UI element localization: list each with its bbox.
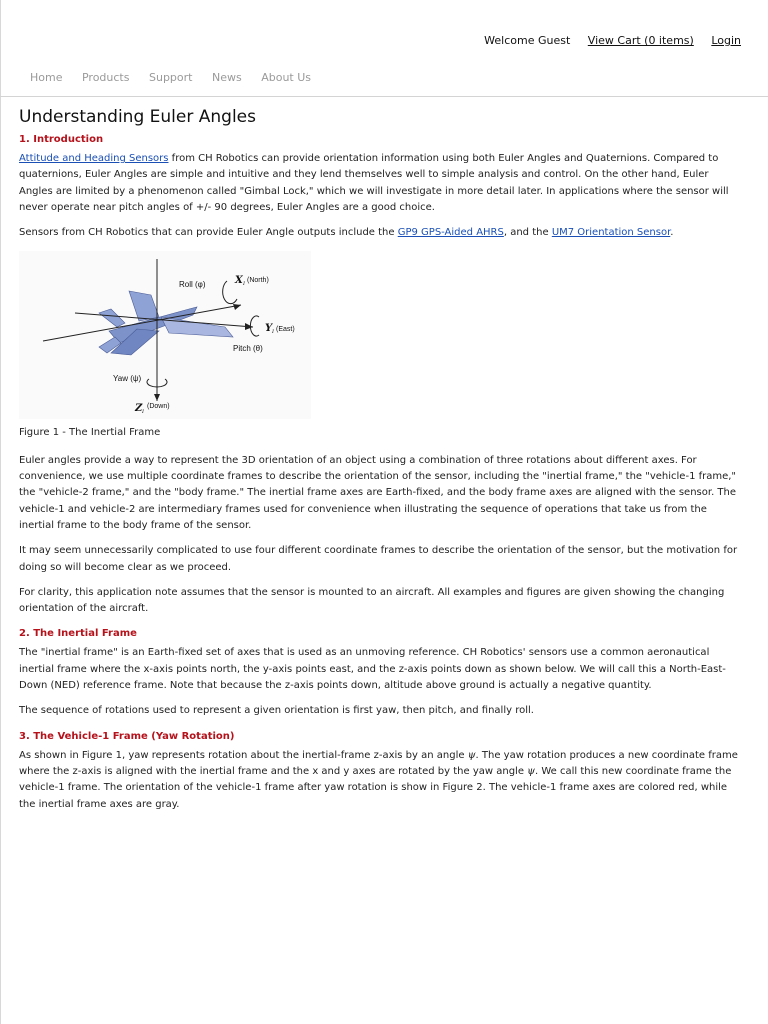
pitch-label: Pitch (θ) bbox=[233, 344, 263, 354]
y-direction-label: (East) bbox=[276, 326, 295, 334]
um7-link[interactable]: UM7 Orientation Sensor bbox=[551, 227, 671, 239]
section-heading-inertial-frame: 2. The Inertial Frame bbox=[19, 628, 137, 640]
gp9-link[interactable]: GP9 GPS-Aided AHRS bbox=[397, 227, 504, 239]
yaw-label: Yaw (ψ) bbox=[113, 374, 142, 384]
y-axis-subscript: I bbox=[272, 329, 274, 336]
frames-paragraph: It may seem unnecessarily complicated to use four different coordinate frames to describe the orientation of the sensor, but the motivation for doing so will become clear as we proceed. bbox=[19, 545, 738, 573]
welcome-text: Welcome Guest bbox=[484, 34, 571, 47]
vehicle1-paragraph: As shown in Figure 1, yaw represents rotation about the inertial-frame z-axis by an angle ψ. The yaw rotation produces a new coordinate frame where the z-axis is aligned with the inertial frame and the x and y axes are rotated by the yaw angle ψ. We call this new coordinate frame the vehicle-1 frame. The orientation of the vehicle-1 frame after yaw rotation is show in Figure 2. The vehicle-1 frame axes are colored red, while the inertial frame axes are gray. bbox=[19, 749, 738, 810]
nav-about-us[interactable]: About Us bbox=[261, 71, 312, 84]
psi-symbol: ψ bbox=[527, 765, 536, 777]
x-axis-subscript: I bbox=[243, 281, 245, 288]
page-title: Understanding Euler Angles bbox=[19, 107, 256, 127]
article bbox=[19, 106, 739, 822]
x-axis-label: X bbox=[235, 275, 243, 287]
figure-inertial-frame bbox=[19, 251, 311, 419]
nav-support[interactable]: Support bbox=[148, 71, 193, 84]
attitude-heading-sensors-link[interactable]: Attitude and Heading Sensors bbox=[19, 153, 169, 164]
roll-label: Roll (φ) bbox=[179, 280, 206, 290]
nav-news[interactable]: News bbox=[211, 71, 242, 84]
z-axis-label: Z bbox=[135, 403, 143, 415]
login-link[interactable]: Login bbox=[711, 34, 741, 47]
nav-home[interactable]: Home bbox=[30, 71, 63, 84]
euler-paragraph: Euler angles provide a way to represent the 3D orientation of an object using a combination of three rotations about different axes. For convenience, we use multiple coordinate frames to describe the orientation of the sensor, including the "inertial frame," the "vehicle-1 frame," the "vehicle-2 frame," and the "body frame." The inertial frame axes are Earth-fixed, and the body frame axes are aligned with the sensor. The vehicle-1 and vehicle-2 are intermediary frames used for convenience when illustrating the sequence of operations that take us from the inertial frame to the body frame of the sensor. bbox=[19, 454, 737, 531]
section-heading-introduction: 1. Introduction bbox=[19, 134, 104, 145]
y-axis-label: Y bbox=[265, 323, 273, 335]
section-heading-vehicle1-frame: 3. The Vehicle-1 Frame (Yaw Rotation) bbox=[19, 730, 235, 742]
figure-caption: Figure 1 - The Inertial Frame bbox=[19, 427, 161, 439]
view-cart-link[interactable]: View Cart (0 items) bbox=[587, 34, 694, 47]
main-nav bbox=[30, 71, 327, 84]
z-direction-label: (Down) bbox=[147, 403, 170, 411]
sensors-paragraph: Sensors from CH Robotics that can provide Euler Angle outputs include the GP9 GPS-Aided AHRS, and the UM7 Orientation Sensor. bbox=[19, 227, 674, 239]
inertial-frame-diagram bbox=[19, 251, 311, 419]
account-bar bbox=[470, 34, 741, 47]
nav-divider bbox=[0, 96, 768, 97]
sequence-paragraph: The sequence of rotations used to represent a given orientation is first yaw, then pitch, and finally roll. bbox=[19, 705, 534, 717]
inertial-paragraph: The "inertial frame" is an Earth-fixed set of axes that is used as an unmoving reference. CH Robotics' sensors use a common aeronautical inertial frame where the x-axis points north, the y-axis points east, and the z-axis points down as shown below. We will call this a North-East-Down (NED) reference frame. Note that because the z-axis points down, altitude above ground is actually a negative quantity. bbox=[19, 647, 726, 692]
page-left-border bbox=[0, 0, 1, 1024]
intro-paragraph: Attitude and Heading Sensors from CH Robotics can provide orientation information using both Euler Angles and Quaternions. Compared to quaternions, Euler Angles are simple and intuitive and they lend themselves well to simple analysis and control. On the other hand, Euler Angles are limited by a phenomenon called "Gimbal Lock," which we will investigate in more detail later. In applications where the sensor will never operate near pitch angles of +/- 90 degrees, Euler Angles are a good choice. bbox=[19, 153, 729, 213]
x-direction-label: (North) bbox=[247, 277, 269, 285]
z-axis-subscript: I bbox=[142, 409, 144, 416]
psi-symbol: ψ bbox=[467, 749, 476, 761]
clarity-paragraph: For clarity, this application note assumes that the sensor is mounted to an aircraft. All examples and figures are given showing the changing orientation of the aircraft. bbox=[19, 586, 725, 615]
nav-products[interactable]: Products bbox=[81, 71, 130, 84]
